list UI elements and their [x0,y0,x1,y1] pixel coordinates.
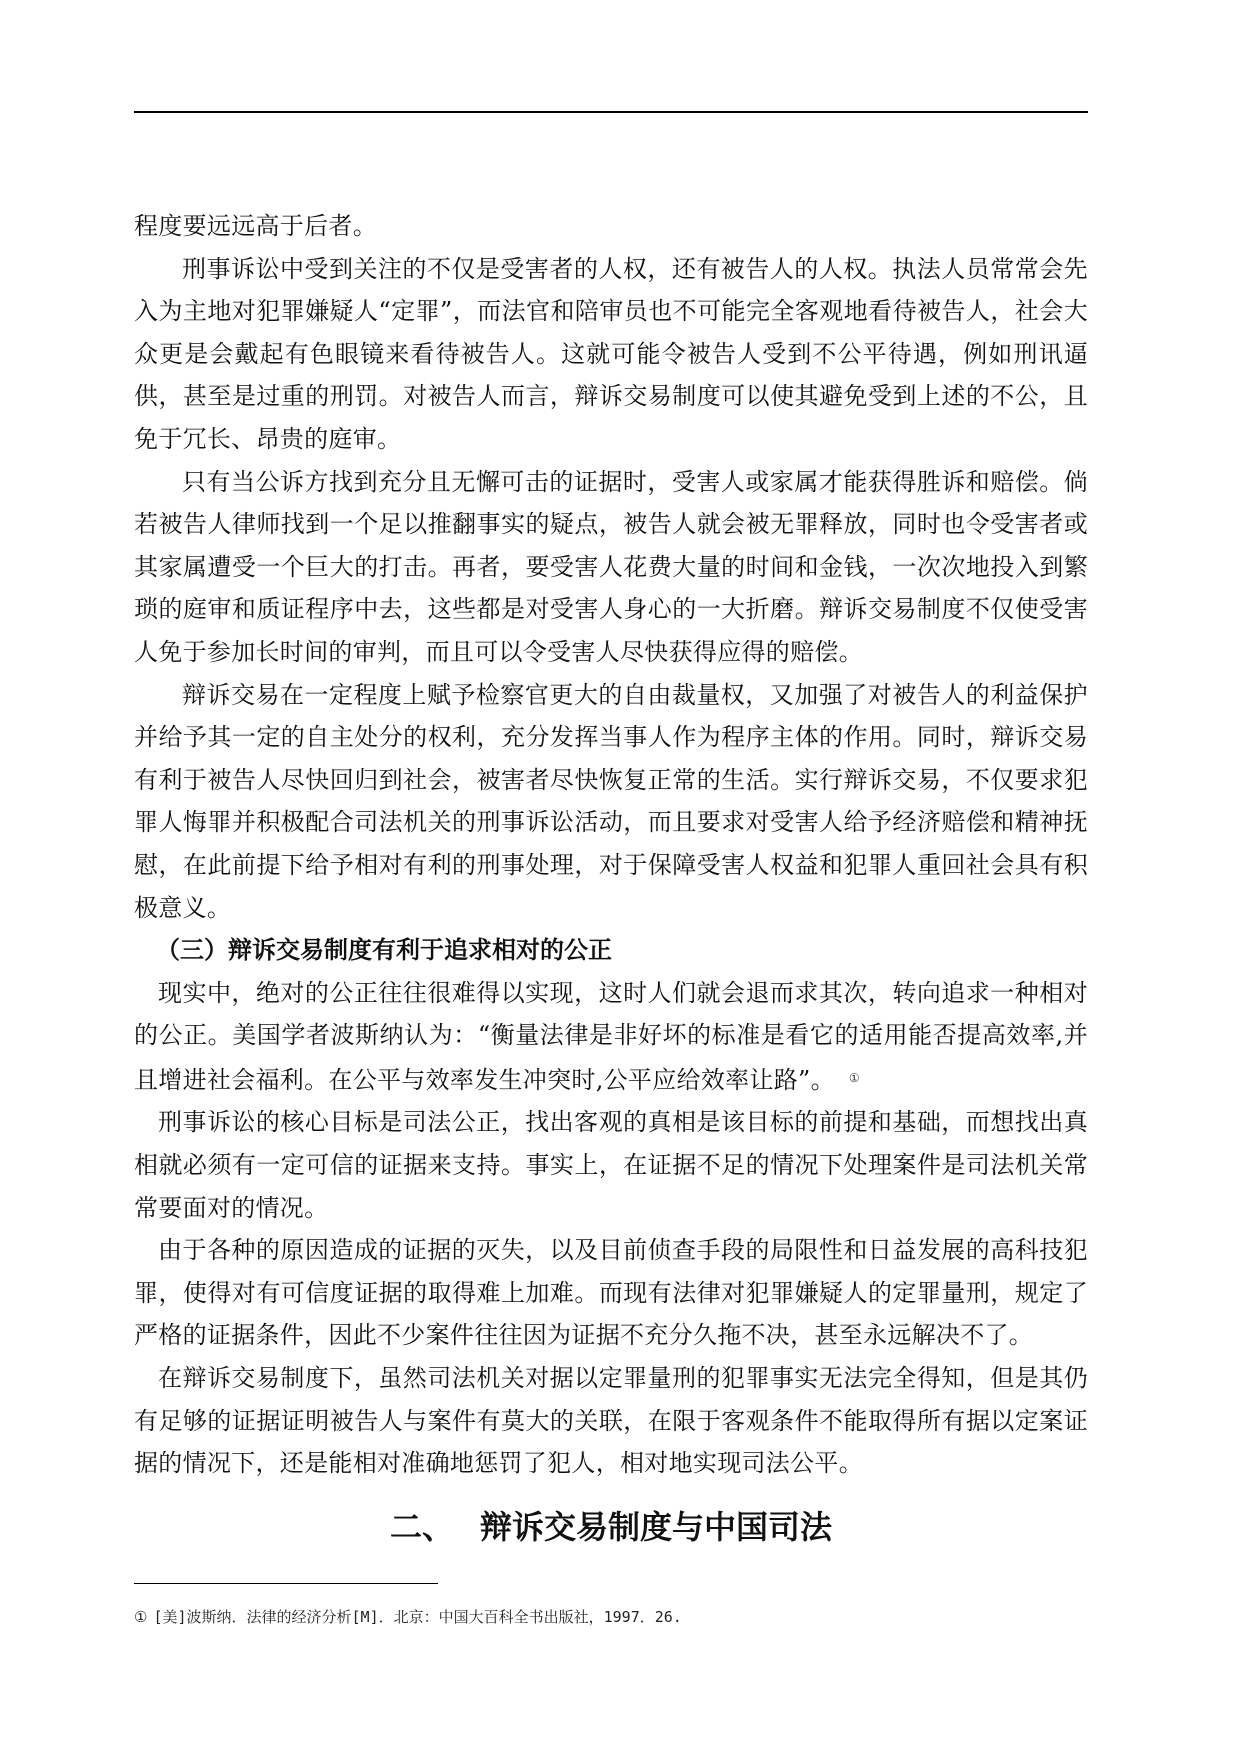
paragraph-defendant-rights: 刑事诉讼中受到关注的不仅是受害者的人权，还有被告人的人权。执法人员常常会先入为主地对犯罪嫌疑人“定罪”，而法官和陪审员也不可能完全客观地看待被告人，社会大众更是会戴起有色眼镜来看待被告人。这就可能令被告人受到不公平待遇，例如刑讯逼供，甚至是过重的刑罚。对被告人而言，辩诉交易制度可以使其避免受到上述的不公，且免于冗长、昂贵的庭审。 [134,254,1088,453]
chapter-heading [134,1502,1088,1548]
paragraph-victim-compensation: 只有当公诉方找到充分且无懈可击的证据时，受害人或家属才能获得胜诉和赔偿。倘若被告人律师找到一个足以推翻事实的疑点，被告人就会被无罪释放，同时也令受害者或其家属遭受一个巨大的打击。再者，要受害人花费大量的时间和金钱，一次次地投入到繁琐的庭审和质证程序中去，这些都是对受害人身心的一大折磨。辩诉交易制度不仅使受害人免于参加长时间的审判，而且可以令受害人尽快获得应得的赔偿。 [134,467,1088,666]
footnote-rule [134,1583,438,1584]
section-subheading: （三）辩诉交易制度有利于追求相对的公正 [156,936,612,965]
footnote-mark: ① [134,1608,148,1626]
paragraph-evidence-loss: 由于各种的原因造成的证据的灭失，以及目前侦查手段的局限性和日益发展的高科技犯罪，使得对有可信度证据的取得难上加难。而现有法律对犯罪嫌疑人的定罪量刑，规定了严格的证据条件，因此不少案件往往因为证据不充分久拖不决，甚至永远解决不了。 [134,1236,1088,1350]
paragraph-plea-bargain-conclusion: 在辩诉交易制度下，虽然司法机关对据以定罪量刑的犯罪事实无法完全得知，但是其仍有足够的证据证明被告人与案件有莫大的关联，在限于客观条件不能取得所有据以定案证据的情况下，还是能相对准确地惩罚了犯人，相对地实现司法公平。 [134,1364,1088,1478]
chapter-title: 辩诉交易制度与中国司法 [480,1508,833,1546]
paragraph-prosecutor-discretion: 辩诉交易在一定程度上赋予检察官更大的自由裁量权，又加强了对被告人的利益保护并给予其一定的自主处分的权利，充分发挥当事人作为程序主体的作用。同时，辩诉交易有利于被告人尽快回归到社会，被害者尽快恢复正常的生活。实行辩诉交易，不仅要求犯罪人悔罪并积极配合司法机关的刑事诉讼活动，而且要求对受害人给予经济赔偿和精神抚慰，在此前提下给予相对有利的刑事处理，对于保障受害人权益和犯罪人重回社会具有积极意义。 [134,680,1088,922]
paragraph-continuation: 程度要远远高于后者。 [134,212,377,240]
paragraph-relative-justice [134,972,1088,1102]
footnote-text: [美]波斯纳．法律的经济分析[M]．北京：中国大百科全书出版社，1997．26. [153,1608,682,1626]
footnote-reference[interactable]: ① [848,1070,860,1085]
header-rule [134,111,1088,113]
page-body [134,205,1088,1485]
footnote [134,1606,682,1627]
paragraph-relative-justice-text: 现实中，绝对的公正往往很难得以实现，这时人们就会退而求其次，转向追求一种相对的公正。美国学者波斯纳认为：“衡量法律是非好坏的标准是看它的适用能否提高效率,并且增进社会福利。在公平与效率发生冲突时,公平应给效率让路”。 [134,978,1088,1094]
paragraph-judicial-fairness: 刑事诉讼的核心目标是司法公正，找出客观的真相是该目标的前提和基础，而想找出真相就必须有一定可信的证据来支持。事实上，在证据不足的情况下处理案件是司法机关常常要面对的情况。 [134,1108,1088,1222]
chapter-number: 二、 [389,1508,454,1546]
